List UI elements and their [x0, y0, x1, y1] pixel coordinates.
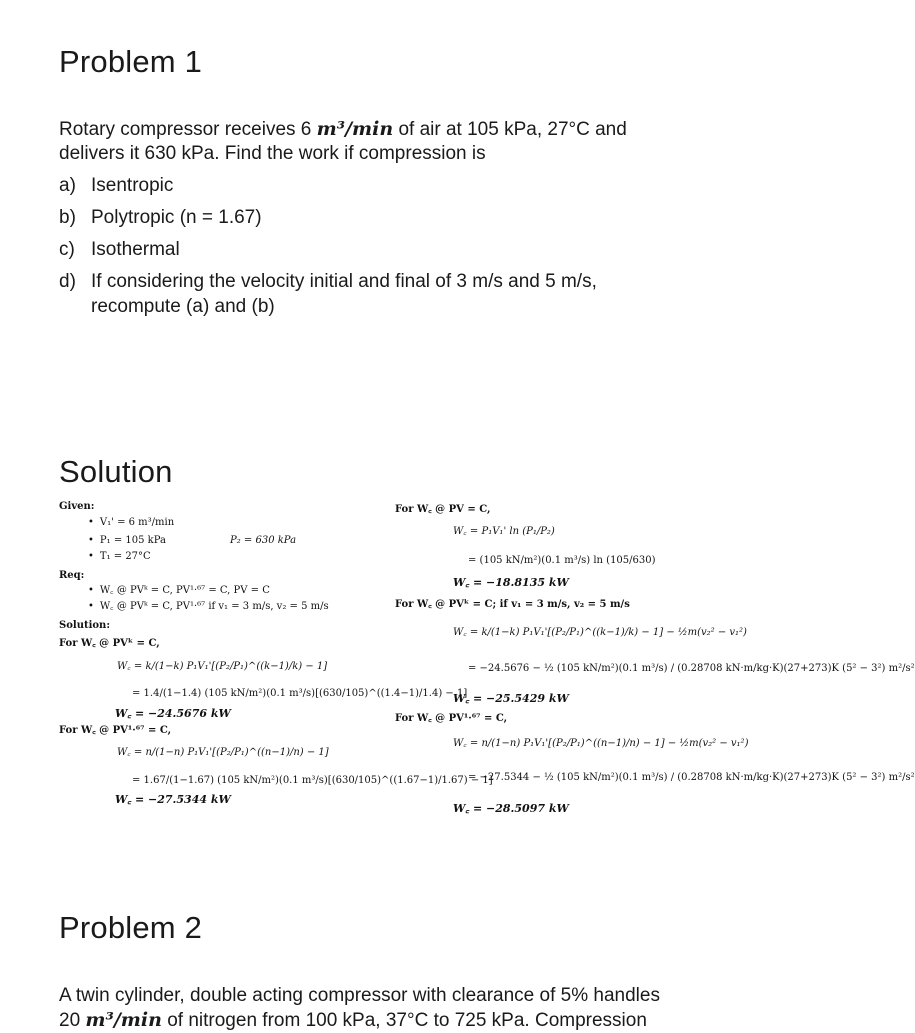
case-polytropic-velocity: For W꜀ @ PV¹·⁶⁷ = C,	[395, 713, 508, 724]
p2-line1: A twin cylinder, double acting compressor with clearance of 5% handles	[59, 985, 660, 1006]
formula-isentropic: W꜀ = k/(1−k) P₁V₁'[(P₂/P₁)^((k−1)/k) − 1]	[117, 661, 328, 672]
formula-polytropic-velocity: W꜀ = n/(1−n) P₁V₁'[(P₂/P₁)^((n−1)/n) − 1] − ½m(v₂² − v₁²)	[453, 738, 749, 749]
subst-polytropic-velocity: = −27.5344 − ½ (105 kN/m²)(0.1 m³/s) / (0.28708 kN·m/kg·K)(27+273)K (5² − 3²) m²/s²	[468, 772, 915, 783]
option-label: b)	[59, 207, 76, 228]
case-isothermal: For W꜀ @ PV = C,	[395, 504, 491, 515]
option-text-cont: recompute (a) and (b)	[91, 296, 275, 317]
req-2: • W꜀ @ PVᵏ = C, PV¹·⁶⁷ if v₁ = 3 m/s, v₂ = 5 m/s	[88, 600, 329, 613]
option-text: Polytropic (n = 1.67)	[91, 207, 262, 228]
given-p2: P₂ = 630 kPa	[230, 535, 297, 546]
p2-line2-pre: 20	[59, 1010, 81, 1031]
result-isentropic-velocity: W꜀ = −25.5429 kW	[453, 692, 569, 705]
statement-line2: delivers it 630 kPa. Find the work if compression is	[59, 143, 486, 164]
given-p1: • P₁ = 105 kPa	[88, 534, 166, 547]
given-v1: • V₁' = 6 m³/min	[88, 516, 174, 529]
subst-polytropic: = 1.67/(1−1.67) (105 kN/m²)(0.1 m³/s)[(630/105)^((1.67−1)/1.67) − 1]	[132, 775, 493, 786]
req-1: • W꜀ @ PVᵏ = C, PV¹·⁶⁷ = C, PV = C	[88, 584, 270, 597]
option-label: c)	[59, 239, 75, 260]
problem2-statement	[59, 984, 759, 1033]
subst-isentropic-velocity: = −24.5676 − ½ (105 kN/m²)(0.1 m³/s) / (0.28708 kN·m/kg·K)(27+273)K (5² − 3²) m²/s²	[468, 663, 915, 674]
option-label: d)	[59, 271, 76, 292]
result-polytropic: W꜀ = −27.5344 kW	[115, 793, 231, 806]
solution-title: Solution	[59, 454, 173, 489]
case-isentropic: For W꜀ @ PVᵏ = C,	[59, 638, 160, 649]
result-isentropic: W꜀ = −24.5676 kW	[115, 707, 231, 720]
given-t1: • T₁ = 27°C	[88, 550, 151, 563]
problem1-title: Problem 1	[59, 44, 203, 79]
case-polytropic: For W꜀ @ PV¹·⁶⁷ = C,	[59, 725, 172, 736]
option-label: a)	[59, 175, 76, 196]
option-text: If considering the velocity initial and final of 3 m/s and 5 m/s,	[91, 271, 597, 292]
flow-unit: m³/min	[316, 118, 394, 140]
case-isentropic-velocity: For W꜀ @ PVᵏ = C; if v₁ = 3 m/s, v₂ = 5 m/s	[395, 599, 630, 610]
formula-isentropic-velocity: W꜀ = k/(1−k) P₁V₁'[(P₂/P₁)^((k−1)/k) − 1] − ½m(v₂² − v₁²)	[453, 627, 747, 638]
subst-isentropic: = 1.4/(1−1.4) (105 kN/m²)(0.1 m³/s)[(630/105)^((1.4−1)/1.4) − 1]	[132, 688, 468, 699]
option-text: Isentropic	[91, 175, 174, 196]
solution-label: Solution:	[59, 620, 111, 631]
given-label: Given:	[59, 501, 95, 512]
option-text: Isothermal	[91, 239, 180, 260]
subst-isothermal: = (105 kN/m²)(0.1 m³/s) ln (105/630)	[468, 555, 656, 566]
statement-pre: Rotary compressor receives 6	[59, 119, 312, 140]
req-label: Req:	[59, 570, 85, 581]
result-polytropic-velocity: W꜀ = −28.5097 kW	[453, 802, 569, 815]
p2-line2-post: of nitrogen from 100 kPa, 37°C to 725 kPa. Compression	[167, 1010, 647, 1031]
problem2-title: Problem 2	[59, 910, 203, 945]
formula-isothermal: W꜀ = P₁V₁' ln (P₁/P₂)	[453, 526, 555, 537]
problem1-statement	[59, 117, 719, 166]
result-isothermal: W꜀ = −18.8135 kW	[453, 576, 569, 589]
formula-polytropic: W꜀ = n/(1−n) P₁V₁'[(P₂/P₁)^((n−1)/n) − 1]	[117, 747, 329, 758]
p2-flow-unit: m³/min	[85, 1009, 162, 1031]
statement-post: of air at 105 kPa, 27°C and	[398, 119, 627, 140]
